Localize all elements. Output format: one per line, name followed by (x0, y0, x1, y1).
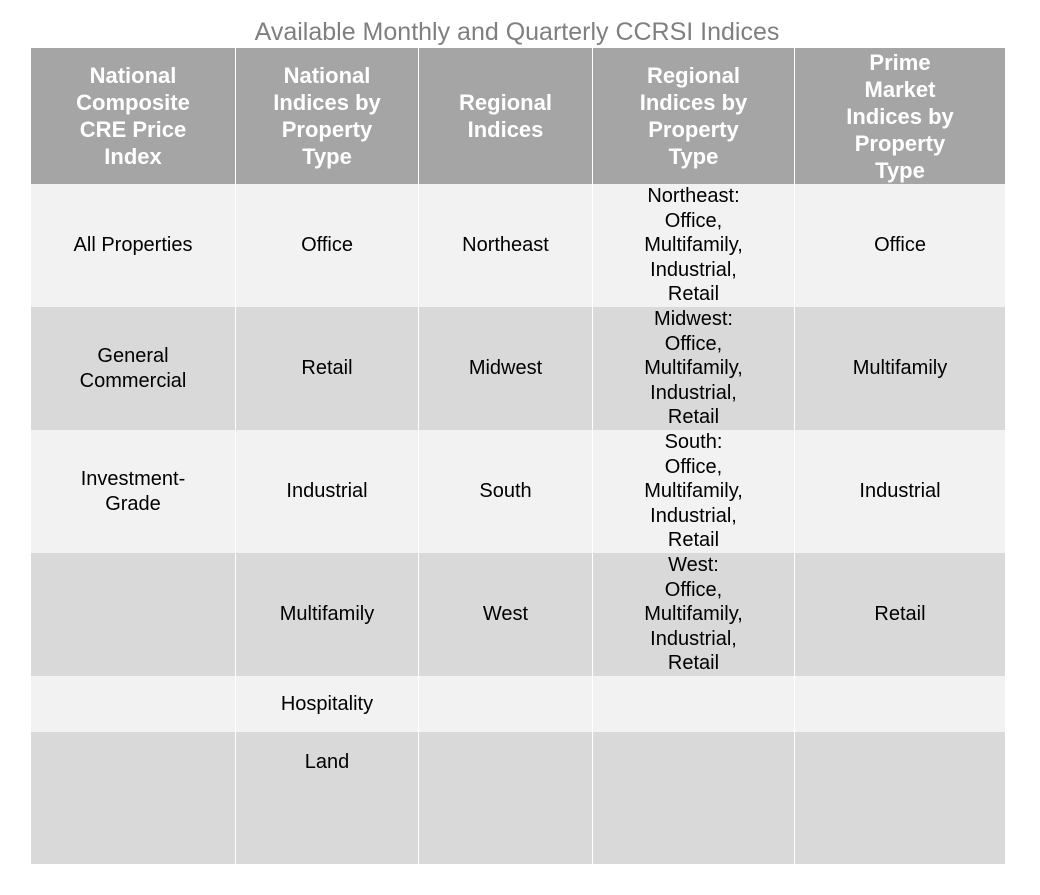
table-cell: Industrial (795, 430, 1006, 553)
table-cell: Multifamily (795, 307, 1006, 430)
table-cell: Multifamily (236, 553, 419, 676)
table-row (31, 184, 1006, 307)
table-title: Available Monthly and Quarterly CCRSI Indices (254, 18, 780, 46)
table-cell: General Commercial (31, 307, 236, 430)
table-cell: All Properties (31, 184, 236, 307)
header-national-composite: National Composite CRE Price Index (31, 48, 236, 184)
table-cell (419, 676, 593, 732)
table-cell (795, 676, 1006, 732)
header-regional: Regional Indices (419, 48, 593, 184)
table-cell: Retail (236, 307, 419, 430)
table-row (31, 307, 1006, 430)
table-cell: Land (236, 732, 419, 864)
table-row (31, 732, 1006, 864)
table-cell (31, 676, 236, 732)
table-cell (31, 553, 236, 676)
table-row (31, 430, 1006, 553)
table-cell: Office (236, 184, 419, 307)
table-cell (593, 732, 795, 864)
header-national-by-type: National Indices by Property Type (236, 48, 419, 184)
table-cell (419, 732, 593, 864)
table-row (31, 676, 1006, 732)
table-cell (31, 732, 236, 864)
table-cell: West: Office, Multifamily, Industrial, Retail (593, 553, 795, 676)
table-cell: Midwest (419, 307, 593, 430)
table-cell: Midwest: Office, Multifamily, Industrial, Retail (593, 307, 795, 430)
table-cell: West (419, 553, 593, 676)
header-prime-market: Prime Market Indices by Property Type (795, 48, 1006, 184)
indices-table (30, 48, 1006, 864)
header-regional-by-type: Regional Indices by Property Type (593, 48, 795, 184)
table-cell: South (419, 430, 593, 553)
table-cell: Office (795, 184, 1006, 307)
table-cell: Investment- Grade (31, 430, 236, 553)
table-cell (593, 676, 795, 732)
table-cell: Retail (795, 553, 1006, 676)
table-row (31, 553, 1006, 676)
table-cell: Northeast: Office, Multifamily, Industrial, Retail (593, 184, 795, 307)
table-cell: Industrial (236, 430, 419, 553)
table-cell: Northeast (419, 184, 593, 307)
table-cell: Hospitality (236, 676, 419, 732)
table-cell: South: Office, Multifamily, Industrial, Retail (593, 430, 795, 553)
table-cell (795, 732, 1006, 864)
header-row (31, 48, 1006, 184)
